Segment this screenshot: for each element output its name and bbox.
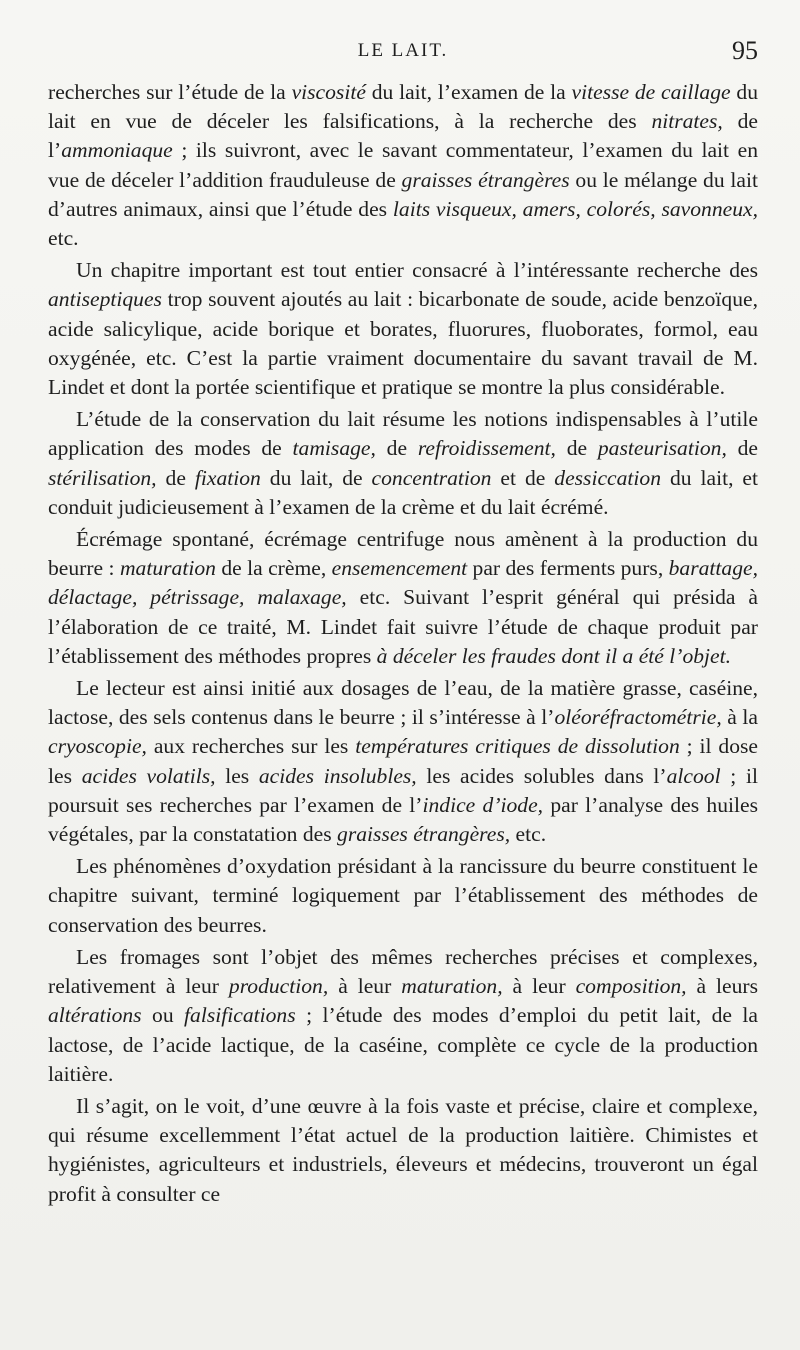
italic-run: ammoniaque xyxy=(61,138,173,163)
text-run: Il s’agit, on le voit, d’une œuvre à la fois vaste et précise, claire et complexe, qui résume excellemment l’état actuel de la production laitière. Chimistes et hygiénistes, agriculteurs et industriels, éleveurs et médecins, trouveront un égal profit à consulter ce xyxy=(48,1093,758,1206)
italic-run: production, xyxy=(228,974,329,999)
text-run: L’étude de la conservation du lait résume les notions indispensables à l’utile application des modes de xyxy=(48,407,758,461)
italic-run: antiseptiques xyxy=(48,287,162,312)
italic-run: alcool xyxy=(666,763,721,788)
text-run: les acides solubles dans l’ xyxy=(416,763,667,788)
running-title: LE LAIT. xyxy=(357,40,449,61)
italic-run: pasteurisation, xyxy=(597,436,727,461)
text-run: par des ferments purs, xyxy=(467,556,669,581)
text-run: de la crème, xyxy=(215,556,332,581)
italic-run: ensemencement xyxy=(331,556,468,581)
italic-run: falsifications xyxy=(184,1003,296,1028)
text-run: de xyxy=(156,465,195,490)
paragraph-5 xyxy=(48,674,758,849)
italic-run: composition, xyxy=(575,974,687,999)
italic-run: viscosité xyxy=(291,80,366,104)
text-run: aux recherches sur les xyxy=(146,734,356,759)
italic-run: concentration xyxy=(371,465,492,490)
text-run: ou xyxy=(141,1003,185,1028)
text-run: à leur xyxy=(502,974,576,999)
text-run: etc. xyxy=(48,226,79,251)
italic-run: températures critiques de dissolution xyxy=(355,734,680,759)
text-run: du lait, et conduit judicieusement à l’examen de la crème et du lait écrémé. xyxy=(48,465,758,519)
text-run: etc. Suivant l’esprit général qui présida à l’élaboration de ce traité, M. Lindet fait suivre l’étude de chaque produit par l’établissement des méthodes propres xyxy=(48,585,758,668)
text-run: de l’ xyxy=(48,109,759,163)
text-run: de xyxy=(555,436,598,461)
italic-run: nitrates, xyxy=(651,109,723,134)
text-run: ou le mélange du lait d’autres animaux, ainsi que l’étude des xyxy=(48,167,758,221)
text-run: à la xyxy=(721,705,758,730)
paragraph-6 xyxy=(48,852,758,940)
text-run: Un chapitre important est tout entier consacré à l’intéressante recherche des xyxy=(76,258,758,283)
italic-run: dessiccation xyxy=(554,465,662,490)
paragraph-7 xyxy=(48,943,758,1089)
italic-run: acides volatils, xyxy=(81,763,216,788)
italic-run: cryoscopie, xyxy=(48,734,147,759)
italic-run: fixation xyxy=(194,465,261,490)
text-run: les xyxy=(215,763,259,788)
body-text xyxy=(48,78,758,1209)
paragraph-4 xyxy=(48,525,758,671)
italic-run: barattage, délactage, pétrissage, malaxage, xyxy=(48,556,758,610)
italic-run: tamisage, xyxy=(292,436,376,461)
italic-run: graisses étrangères xyxy=(401,167,570,192)
text-run: Les fromages sont l’objet des mêmes recherches précises et complexes, relativement à leur xyxy=(48,944,758,999)
text-run: du lait, l’examen de la xyxy=(365,80,572,104)
italic-run: laits visqueux, amers, colorés, savonneux, xyxy=(392,196,758,221)
text-run: ; il poursuit ses recherches par l’examen de l’ xyxy=(48,763,758,817)
italic-run: indice d’iode, xyxy=(422,792,544,817)
italic-run: acides insolubles, xyxy=(258,763,417,788)
text-run: ; l’étude des modes d’emploi du petit lait, de la lactose, de l’acide lactique, de la caséine, complète ce cycle de la production laitière. xyxy=(48,1003,758,1086)
italic-run: à déceler les fraudes dont il a été l’objet. xyxy=(376,643,732,668)
text-run: du lait en vue de déceler les falsifications, à la recherche des xyxy=(48,80,758,134)
italic-run: refroidissement, xyxy=(417,436,556,461)
italic-run: maturation, xyxy=(401,974,503,999)
text-run: de xyxy=(726,436,759,461)
text-run: etc. xyxy=(510,822,547,847)
text-run: trop souvent ajoutés au lait : bicarbonate de soude, acide benzoïque, acide salicylique, acide borique et borates, fluorures, fluoborates, formol, eau oxygénée, etc. C’est la partie vraiment documentaire du savant travail de M. Lindet et dont la portée scientifique et pratique se montre la plus considérable. xyxy=(48,287,758,400)
italic-run: graisses étrangères, xyxy=(337,822,511,847)
italic-run: altérations xyxy=(48,1003,142,1028)
text-run: de xyxy=(375,436,418,461)
paragraph-3 xyxy=(48,405,758,522)
italic-run: oléoréfractométrie, xyxy=(554,705,722,730)
paragraph-8 xyxy=(48,1092,758,1209)
paragraph-2 xyxy=(48,256,758,402)
text-run: du lait, de xyxy=(260,465,372,490)
paragraph-1 xyxy=(48,78,758,253)
text-run: à leurs xyxy=(686,974,758,999)
text-run: Les phénomènes d’oxydation présidant à la rancissure du beurre constituent le chapitre suivant, terminé logiquement par l’établissement des méthodes de conservation des beurres. xyxy=(48,854,758,937)
page-number: 95 xyxy=(732,36,758,65)
text-run: ; il dose les xyxy=(48,734,758,788)
text-run: ; ils suivront, avec le savant commentateur, l’examen du lait en vue de déceler l’addition frauduleuse de xyxy=(48,138,758,192)
italic-run: maturation xyxy=(119,556,216,581)
italic-run: stérilisation, xyxy=(48,465,157,490)
text-run: Le lecteur est ainsi initié aux dosages de l’eau, de la matière grasse, caséine, lactose, des sels contenus dans le beurre ; il s’intéresse à l’ xyxy=(48,676,758,730)
text-run: et de xyxy=(491,465,555,490)
text-run: à leur xyxy=(328,974,402,999)
text-run: Écrémage spontané, écrémage centrifuge nous amènent à la production du beurre : xyxy=(48,527,758,581)
text-run: recherches sur l’étude de la xyxy=(48,80,292,104)
text-run: par l’analyse des huiles végétales, par la constatation des xyxy=(48,792,758,847)
page-header xyxy=(48,36,758,72)
italic-run: vitesse de caillage xyxy=(571,80,731,104)
